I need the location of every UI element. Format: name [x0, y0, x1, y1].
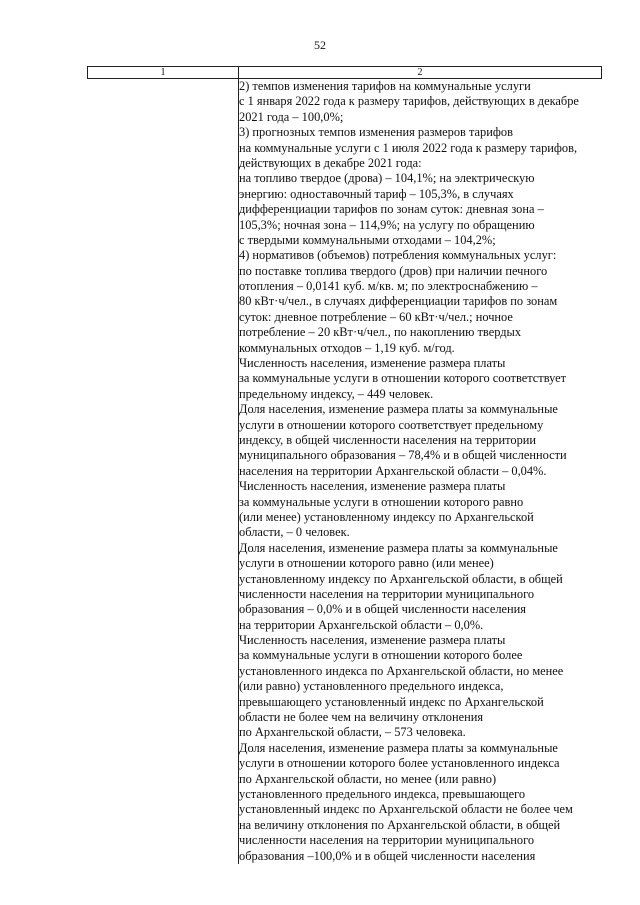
text-line: на топливо твердое (дрова) – 104,1%; на электрическую: [239, 171, 535, 186]
text-line: за коммунальные услуги в отношении которого более: [239, 648, 523, 663]
text-line: 2021 года – 100,0%;: [239, 109, 344, 124]
table-cell-right: [239, 79, 602, 864]
table-row: [88, 79, 602, 864]
text-line: Численность населения, изменение размера платы: [239, 633, 506, 648]
text-line: по Архангельской области, – 573 человека.: [239, 725, 466, 740]
text-line: на коммунальные услуги с 1 июля 2022 года к размеру тарифов,: [239, 140, 578, 155]
text-line: на территории Архангельской области – 0,0%.: [239, 617, 484, 632]
text-line: потребление – 20 кВт·ч/чел., по накоплению твердых: [239, 325, 522, 340]
text-line: (или равно) установленного предельного индекса,: [239, 679, 504, 694]
text-line: 3) прогнозных темпов изменения размеров тарифов: [239, 125, 513, 140]
text-line: услуги в отношении которого соответствует предельному: [239, 417, 544, 432]
text-line: за коммунальные услуги в отношении которого равно: [239, 494, 524, 509]
text-line: области не более чем на величину отклонения: [239, 710, 484, 725]
text-line: дифференциации тарифов по зонам суток: дневная зона –: [239, 202, 544, 217]
text-line: на величину отклонения по Архангельской области, в общей: [239, 817, 561, 832]
text-line: области, – 0 человек.: [239, 525, 350, 540]
page-number: 52: [314, 38, 326, 52]
text-line: установленному индексу по Архангельской области, в общей: [239, 571, 563, 586]
text-line: индексу, в общей численности населения на территории: [239, 432, 537, 447]
text-line: с 1 января 2022 года к размеру тарифов, действующих в декабре: [239, 94, 579, 109]
text-line: Доля населения, изменение размера платы за коммунальные: [239, 402, 558, 417]
text-line: (или менее) установленному индексу по Архангельской: [239, 509, 534, 524]
text-line: действующих в декабре 2021 года:: [239, 155, 422, 170]
text-line: Доля населения, изменение размера платы за коммунальные: [239, 540, 558, 555]
document-table: [87, 66, 602, 864]
text-line: с твердыми коммунальными отходами – 104,2%;: [239, 232, 496, 247]
table-header-row: [88, 67, 602, 79]
text-line: по поставке топлива твердого (дров) при наличии печного: [239, 263, 548, 278]
text-line: установленного предельного индекса, превышающего: [239, 786, 526, 801]
text-line: 4) нормативов (объемов) потребления коммунальных услуг:: [239, 248, 557, 263]
text-line: Численность населения, изменение размера платы: [239, 479, 506, 494]
text-line: численности населения на территории муниципального: [239, 586, 535, 601]
text-line: образования –100,0% и в общей численности населения: [239, 848, 536, 863]
text-line: за коммунальные услуги в отношении которого соответствует: [239, 371, 567, 386]
table-cell-left: [88, 79, 239, 864]
text-line: населения на территории Архангельской области – 0,04%.: [239, 463, 547, 478]
text-line: по Архангельской области, но менее (или равно): [239, 771, 497, 786]
text-line: энергию: одноставочный тариф – 105,3%, в случаях: [239, 186, 514, 201]
text-line: установленного индекса по Архангельской области, но менее: [239, 663, 564, 678]
column-header-2: 2: [239, 67, 602, 79]
text-line: отопления – 0,0141 куб. м/кв. м; по электроснабжению –: [239, 279, 538, 294]
column-header-1: 1: [88, 67, 239, 79]
text-line: услуги в отношении которого равно (или менее): [239, 556, 494, 571]
text-line: предельному индексу, – 449 человек.: [239, 386, 434, 401]
text-line: превышающего установленный индекс по Архангельской: [239, 694, 544, 709]
text-line: 80 кВт·ч/чел., в случаях дифференциации тарифов по зонам: [239, 294, 558, 309]
text-line: численности населения на территории муниципального: [239, 833, 535, 848]
text-line: образования – 0,0% и в общей численности населения: [239, 602, 526, 617]
text-line: Доля населения, изменение размера платы за коммунальные: [239, 740, 558, 755]
text-line: услуги в отношении которого более установленного индекса: [239, 756, 560, 771]
text-line: 105,3%; ночная зона – 114,9%; на услугу по обращению: [239, 217, 535, 232]
text-line: суток: дневное потребление – 60 кВт·ч/чел.; ночное: [239, 309, 513, 324]
text-line: муниципального образования – 78,4% и в общей численности: [239, 448, 567, 463]
text-line: коммунальных отходов – 1,19 куб. м/год.: [239, 340, 455, 355]
text-line: 2) темпов изменения тарифов на коммунальные услуги: [239, 79, 531, 93]
text-line: Численность населения, изменение размера платы: [239, 356, 506, 371]
text-line: установленный индекс по Архангельской области не более чем: [239, 802, 573, 817]
